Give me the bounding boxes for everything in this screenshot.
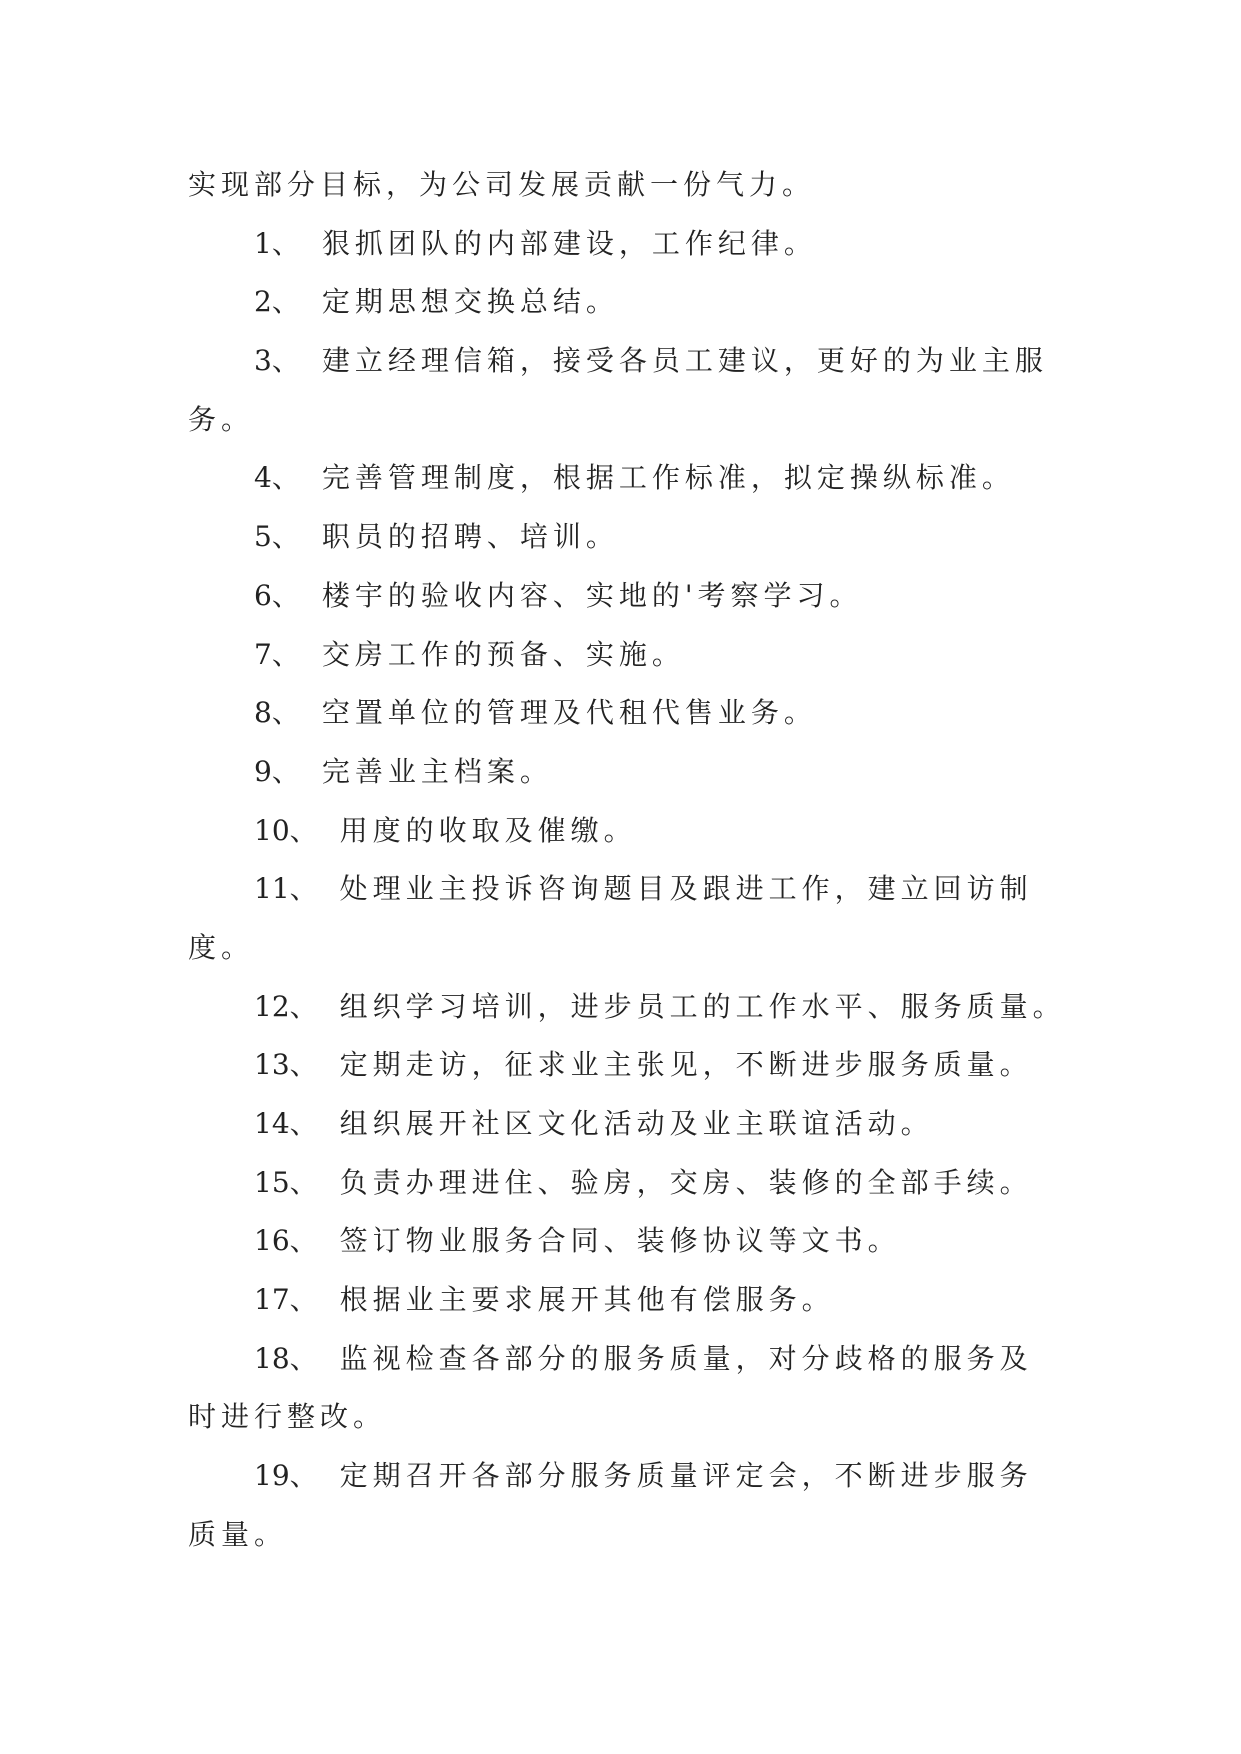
item-text: 签订物业服务合同、装修协议等文书。 (339, 1224, 901, 1258)
item-number: 7、 (254, 637, 300, 671)
list-item-7 (188, 626, 1108, 685)
item-number: 2、 (254, 285, 300, 319)
item-text: 组织展开社区文化活动及业主联谊活动。 (339, 1107, 934, 1140)
item-number: 19、 (254, 1459, 318, 1493)
list-item-9 (188, 743, 1108, 802)
item-text: 定期召开各部分服务质量评定会，不断进步服务 (339, 1459, 1033, 1493)
item-text: 监视检查各部分的服务质量，对分歧格的服务及 (339, 1341, 1033, 1375)
item-number: 1、 (254, 226, 300, 260)
list-item-4 (188, 449, 1108, 508)
list-item-16 (188, 1212, 1108, 1271)
list-item-18 (188, 1330, 1108, 1389)
item-text: 处理业主投诉咨询题目及跟进工作，建立回访制 (339, 872, 1033, 906)
item-number: 14、 (254, 1107, 318, 1140)
item-number: 13、 (254, 1048, 318, 1082)
item-text: 完善管理制度，根据工作标准，拟定操纵标准。 (321, 461, 1015, 495)
item-number: 4、 (254, 461, 300, 495)
item-text: 组织学习培训，进步员工的工作水平、服务质量。 (339, 989, 1066, 1023)
item-number: 18、 (254, 1341, 318, 1375)
item-number: 15、 (254, 1165, 318, 1199)
item-text: 空置单位的管理及代租代售业务。 (321, 696, 817, 730)
list-item-1 (188, 215, 1108, 274)
list-item-13 (188, 1036, 1108, 1095)
list-item-10 (188, 802, 1108, 861)
list-item-8 (188, 684, 1108, 743)
item-text: 定期思想交换总结。 (321, 285, 619, 319)
item-text-continued: 质量。 (188, 1517, 288, 1551)
list-item-5 (188, 508, 1108, 567)
list-item-2 (188, 273, 1108, 332)
item-text: 定期走访，征求业主张见，不断进步服务质量。 (339, 1048, 1033, 1082)
item-text: 完善业主档案。 (321, 754, 553, 788)
item-number: 6、 (254, 578, 300, 612)
list-item-19 (188, 1447, 1108, 1506)
paragraph-continuation: 实现部分目标，为公司发展贡献一份气力。 (188, 168, 816, 201)
list-item-15 (188, 1154, 1108, 1213)
item-number: 16、 (254, 1224, 318, 1258)
list-item-11 (188, 860, 1108, 919)
list-item-17 (188, 1271, 1108, 1330)
item-number: 5、 (254, 520, 300, 554)
document-body (188, 156, 1108, 1565)
item-number: 10、 (254, 813, 318, 847)
item-text: 负责办理进住、验房，交房、装修的全部手续。 (339, 1165, 1033, 1199)
item-text: 根据业主要求展开其他有偿服务。 (339, 1283, 835, 1317)
item-text: 职员的招聘、培训。 (321, 520, 619, 554)
list-item-6 (188, 567, 1108, 626)
list-item-3 (188, 332, 1108, 391)
item-number: 9、 (254, 754, 300, 788)
item-number: 3、 (254, 344, 300, 378)
item-text-continued: 务。 (188, 402, 255, 436)
list-item-14 (188, 1095, 1108, 1154)
item-text: 狠抓团队的内部建设，工作纪律。 (321, 226, 817, 260)
item-number: 17、 (254, 1283, 318, 1317)
item-text: 建立经理信箱，接受各员工建议，更好的为业主服 (321, 344, 1048, 378)
item-text-continued: 时进行整改。 (188, 1400, 387, 1434)
item-number: 11、 (254, 872, 318, 906)
item-text: 用度的收取及催缴。 (339, 813, 637, 847)
item-text: 楼宇的验收内容、实地的'考察学习。 (321, 578, 863, 612)
item-number: 8、 (254, 696, 300, 730)
list-item-12 (188, 978, 1108, 1037)
item-text: 交房工作的预备、实施。 (321, 637, 685, 671)
item-number: 12、 (254, 989, 318, 1023)
item-text-continued: 度。 (188, 930, 255, 964)
